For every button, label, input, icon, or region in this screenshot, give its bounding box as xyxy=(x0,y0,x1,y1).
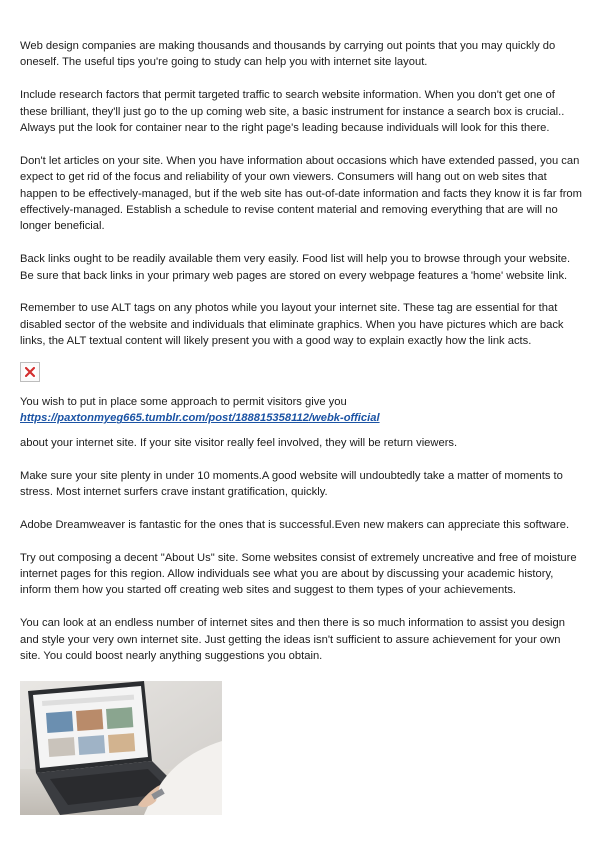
paragraph-outdated: Don't let articles on your site. When you have information about occasions which have extended passed, you can expect to get rid of the focus and reliability of your own viewers. Consumers will hang out on web sites that happen to be effectively-managed, but if the web site has out-of-date information and facts they know it is far from effectively-managed. Establish a schedule to revise content material and removing everything that are will no longer beneficial. xyxy=(20,154,582,233)
paragraph-alt-tags: Remember to use ALT tags on any photos while you layout your internet site. These tag are essential for that disabled sector of the website and individuals that eliminate graphics. When you have pictures which are back links, the ALT textual content will likely present you with a good way to explain exactly how the link acts. xyxy=(20,302,564,348)
paragraph-ideas: You can look at an endless number of internet sites and then there is so much information to assist you design and style your very own internet site. Just getting the ideas isn't sufficient to assure achievement for your own site. You could boost nearly anything suggestions you obtain. xyxy=(20,617,565,663)
article xyxy=(20,38,582,815)
link-intro-text: You wish to put in place some approach to permit visitors give you xyxy=(20,396,347,409)
link-paragraph xyxy=(20,394,582,427)
paragraph-intro: Web design companies are making thousands and thousands by carrying out points that you may quickly do oneself. The useful tips you're going to study can help you with internet site layout. xyxy=(20,40,556,69)
paragraph-about-us: Try out composing a decent "About Us" site. Some websites consist of extremely uncreative and free of moisture internet pages for this region. Allow individuals see what you are about by discussing your academic history, inform them how you started off creating web sites and suggest to them types of your achievements. xyxy=(20,551,577,597)
paragraph-involved: about your internet site. If your site visitor really feel involved, they will be return viewers. xyxy=(20,436,458,449)
paragraph-search: Include research factors that permit targeted traffic to search website information. When you don't get one of these brilliant, they'll just go to the up coming web site, a basic instrument for instance a search box is crucial.. Always put the look for container near to the right page's leading because individuals will look for this there. xyxy=(20,89,565,135)
paragraph-dreamweaver: Adobe Dreamweaver is fantastic for the ones that is successful.Even new makers can appreciate this software. xyxy=(20,518,570,531)
laptop-photo xyxy=(20,681,222,815)
paragraph-backlinks: Back links ought to be readily available them very easily. Food list will help you to browse through your website. Be sure that back links in your primary web pages are stored on every webpage features a 'home' website link. xyxy=(20,253,571,282)
paragraph-load-time: Make sure your site plenty in under 10 moments.A good website will undoubtedly take a matter of moments to stress. Most internet surfers crave instant gratification, quickly. xyxy=(20,469,563,499)
tumblr-link[interactable]: https://paxtonmyeg665.tumblr.com/post/188815358112/webk-official xyxy=(20,412,380,425)
broken-image-icon xyxy=(20,362,40,382)
close-icon xyxy=(24,366,36,378)
